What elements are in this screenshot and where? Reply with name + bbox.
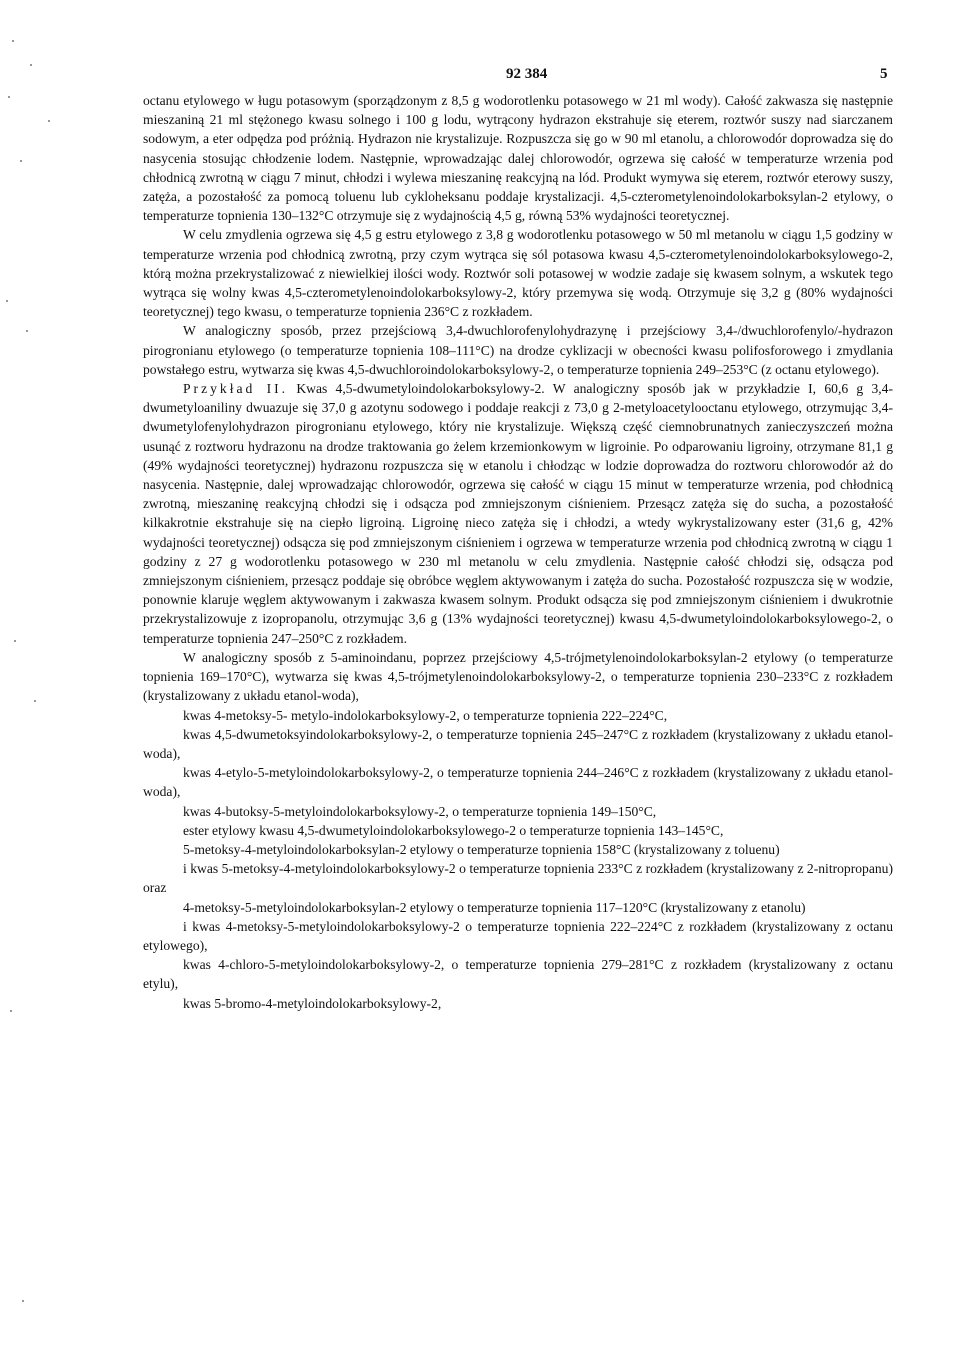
- compound-item: kwas 4,5-dwumetoksyindolokarboksylowy-2, o temperaturze topnienia 245–247°C z rozkładem (krystalizowany z układu etanol-woda),: [143, 726, 893, 761]
- compound-item: ester etylowy kwasu 4,5-dwumetyloindolokarboksylowego-2 o temperaturze topnienia 143–145°C,: [183, 822, 724, 838]
- paragraph: octanu etylowego w ługu potasowym (sporządzonym z 8,5 g wodorotlenku potasowego w 21 ml wody). Całość zakwasza się następnie mieszaniną 21 ml stężonego kwasu solnego i 100 g lodu, wytrącony hydrazon ekstrahuje się eterem, roztwór suszy nad siarczanem sodowym, a eter odpędza pod próżnią. Hydrazon nie krystalizuje. Rozpuszcza się go w 90 ml etanolu, a chlorowodór doprowadza się do nasycenia stosując chłodzenie lodem. Następnie, wprowadzając dalej chlorowodór, ogrzewa się całość w temperaturze wrzenia pod chłodnicą zwrotną w ciągu 7 minut, chłodzi i wylewa mieszaninę reakcyjną na lód. Produkt wymywa się eterem, roztwór eterowy suszy, zatęża, a pozostałość za pomocą toluenu lub cykloheksanu poddaje krystalizacji. 4,5-czterometylenoindolokarboksylan-2 etylowy, o temperaturze topnienia 130–132°C otrzymuje się z wydajnością 4,5 g, równą 53% wydajności teoretycznej.: [143, 93, 893, 224]
- compound-item: 5-metoksy-4-metyloindolokarboksylan-2 etylowy o temperaturze topnienia 158°C (krystalizowany z toluenu): [183, 841, 780, 857]
- compound-item: kwas 4-metoksy-5- metylo-indolokarboksylowy-2, o temperaturze topnienia 222–224°C,: [183, 707, 668, 723]
- compound-item: kwas 4-etylo-5-metyloindolokarboksylowy-2, o temperaturze topnienia 244–246°C z rozkładem (krystalizowany z układu etanol-woda),: [143, 765, 893, 800]
- compound-item: kwas 4-butoksy-5-metyloindolokarboksylowy-2, o temperaturze topnienia 149–150°C,: [183, 803, 657, 819]
- compound-item: i kwas 5-metoksy-4-metyloindolokarboksylowy-2 o temperaturze topnienia 233°C z rozkładem (krystalizowany z 2-nitropropanu) oraz: [143, 861, 893, 896]
- paragraph: W analogiczny sposób, przez przejściową 3,4-dwuchlorofenylohydrazynę i przejściowy 3,4-/dwuchlorofenylo/-hydrazon pirogronianu etylowego (o temperaturze topnienia 108–111°C) na drodze cyklizacji w obecności kwasu polifosforowego i zmydlania powstałego estru, wytwarza się kwas 4,5-dwuchloroindolokarboksylowy-2, o temperaturze topnienia 249–253°C (z octanu etylowego).: [143, 323, 893, 377]
- paragraph: W analogiczny sposób z 5-aminoindanu, poprzez przejściowy 4,5-trójmetylenoindolokarboksylan-2 etylowy (o temperaturze topnienia 169–170°C), wytwarza się kwas 4,5-trójmetylenoindolokarboksylowy-2, o temperaturze topnienia 230–233°C z rozkładem (krystalizowany z układu etanol-woda),: [143, 649, 893, 704]
- example-label: Przykład II.: [183, 381, 289, 397]
- page-header: [0, 66, 960, 86]
- document-body: [143, 91, 893, 1013]
- example-paragraph: [143, 379, 893, 648]
- compound-item: i kwas 4-metoksy-5-metyloindolokarboksylowy-2 o temperaturze topnienia 222–224°C z rozkładem (krystalizowany z octanu etylowego),: [143, 918, 893, 953]
- compound-item: kwas 4-chloro-5-metyloindolokarboksylowy-2, o temperaturze topnienia 279–281°C z rozkładem (krystalizowany z octanu etylu),: [143, 957, 893, 992]
- compound-item: kwas 5-bromo-4-metyloindolokarboksylowy-2,: [183, 995, 442, 1011]
- paragraph: W celu zmydlenia ogrzewa się 4,5 g estru etylowego z 3,8 g wodorotlenku potasowego w 50 ml metanolu w ciągu 1,5 godziny w temperaturze wrzenia pod chłodnicą zwrotną, przy czym wytrąca się sól potasowa kwasu 4,5-czterometylenoindolokarboksylowego-2, którą można przekrystalizować z niewielkiej ilości wody. Roztwór soli potasowej w wodzie zadaje się kwasem solnym, a wskutek tego wytrąca się wolny kwas 4,5-czterometylenoindolokarboksylowy-2, który przemywa się wodą. Otrzymuje się 3,2 g (80% wydajności teoretycznej) tego kwasu, o temperaturze topnienia 236°C z rozkładem.: [143, 227, 893, 320]
- page-number: 5: [880, 66, 888, 82]
- compound-item: 4-metoksy-5-metyloindolokarboksylan-2 etylowy o temperaturze topnienia 117–120°C (krystalizowany z etanolu): [183, 899, 806, 915]
- example-text: Kwas 4,5-dwumetyloindolokarboksylowy-2. W analogiczny sposób jak w przykładzie I, 60,6 g 3,4-dwumetyloaniliny dwuazuje się 37,0 g azotynu sodowego i poddaje reakcji z 73,0 g 2-metyloacetylooctanu etylowego, otrzymując 3,4-dwumetylofenylohydrazon pirogronianu etylowego, który nie krystalizuje. Większą część ciemnobrunatnych zanieczyszczeń można usunąć z roztworu hydrazonu na drodze traktowania go żelem krzemionkowym w ligroinie. Po odparowaniu ligroiny, otrzymane 81,1 g (49% wydajności teoretycznej) hydrazonu rozpuszcza się w etanolu i chłodząc w lodzie doprowadza do roztworu chlorowodór aż do nasycenia. Następnie, dalej wprowadzając chlorowodór, ogrzewa się całość w ciągu 15 minut w temperaturze wrzenia, pod chłodnicą zwrotną, mieszaninę reakcyjną chłodzi się i odsącza pod zmniejszonym ciśnieniem. Przesącz zatęża się do sucha, a pozostałość kilkakrotnie ekstrahuje się na ciepło ligroiną. Ligroinę nieco zatęża się i chłodzi, a wtedy wykrystalizowany ester (31,6 g, 42% wydajności teoretycznej) odsącza się pod zmniejszonym ciśnieniem i ogrzewa w temperaturze wrzenia pod chłodnicą zwrotną w ciągu 1 godziny z 27 g wodorotlenku potasowego w 230 ml metanolu w celu zmydlenia. Następnie całość chłodzi się, odsącza pod zmniejszonym ciśnieniem, przesącz poddaje się obróbce węglem aktywowanym i zatęża do sucha. Pozostałość rozpuszcza się w wodzie, ponownie klaruje węglem aktywowanym i zakwasza kwasem solnym. Produkt odsącza się pod zmniejszonym ciśnieniem i dwukrotnie przekrystalizowuje z izopropanolu, otrzymując 3,6 g (13% wydajności teoretycznej) kwasu 4,5-dwumetyloindolokarboksylowego-2, o temperaturze topnienia 247–250°C z rozkładem.: [143, 381, 893, 646]
- patent-number: 92 384: [506, 66, 548, 82]
